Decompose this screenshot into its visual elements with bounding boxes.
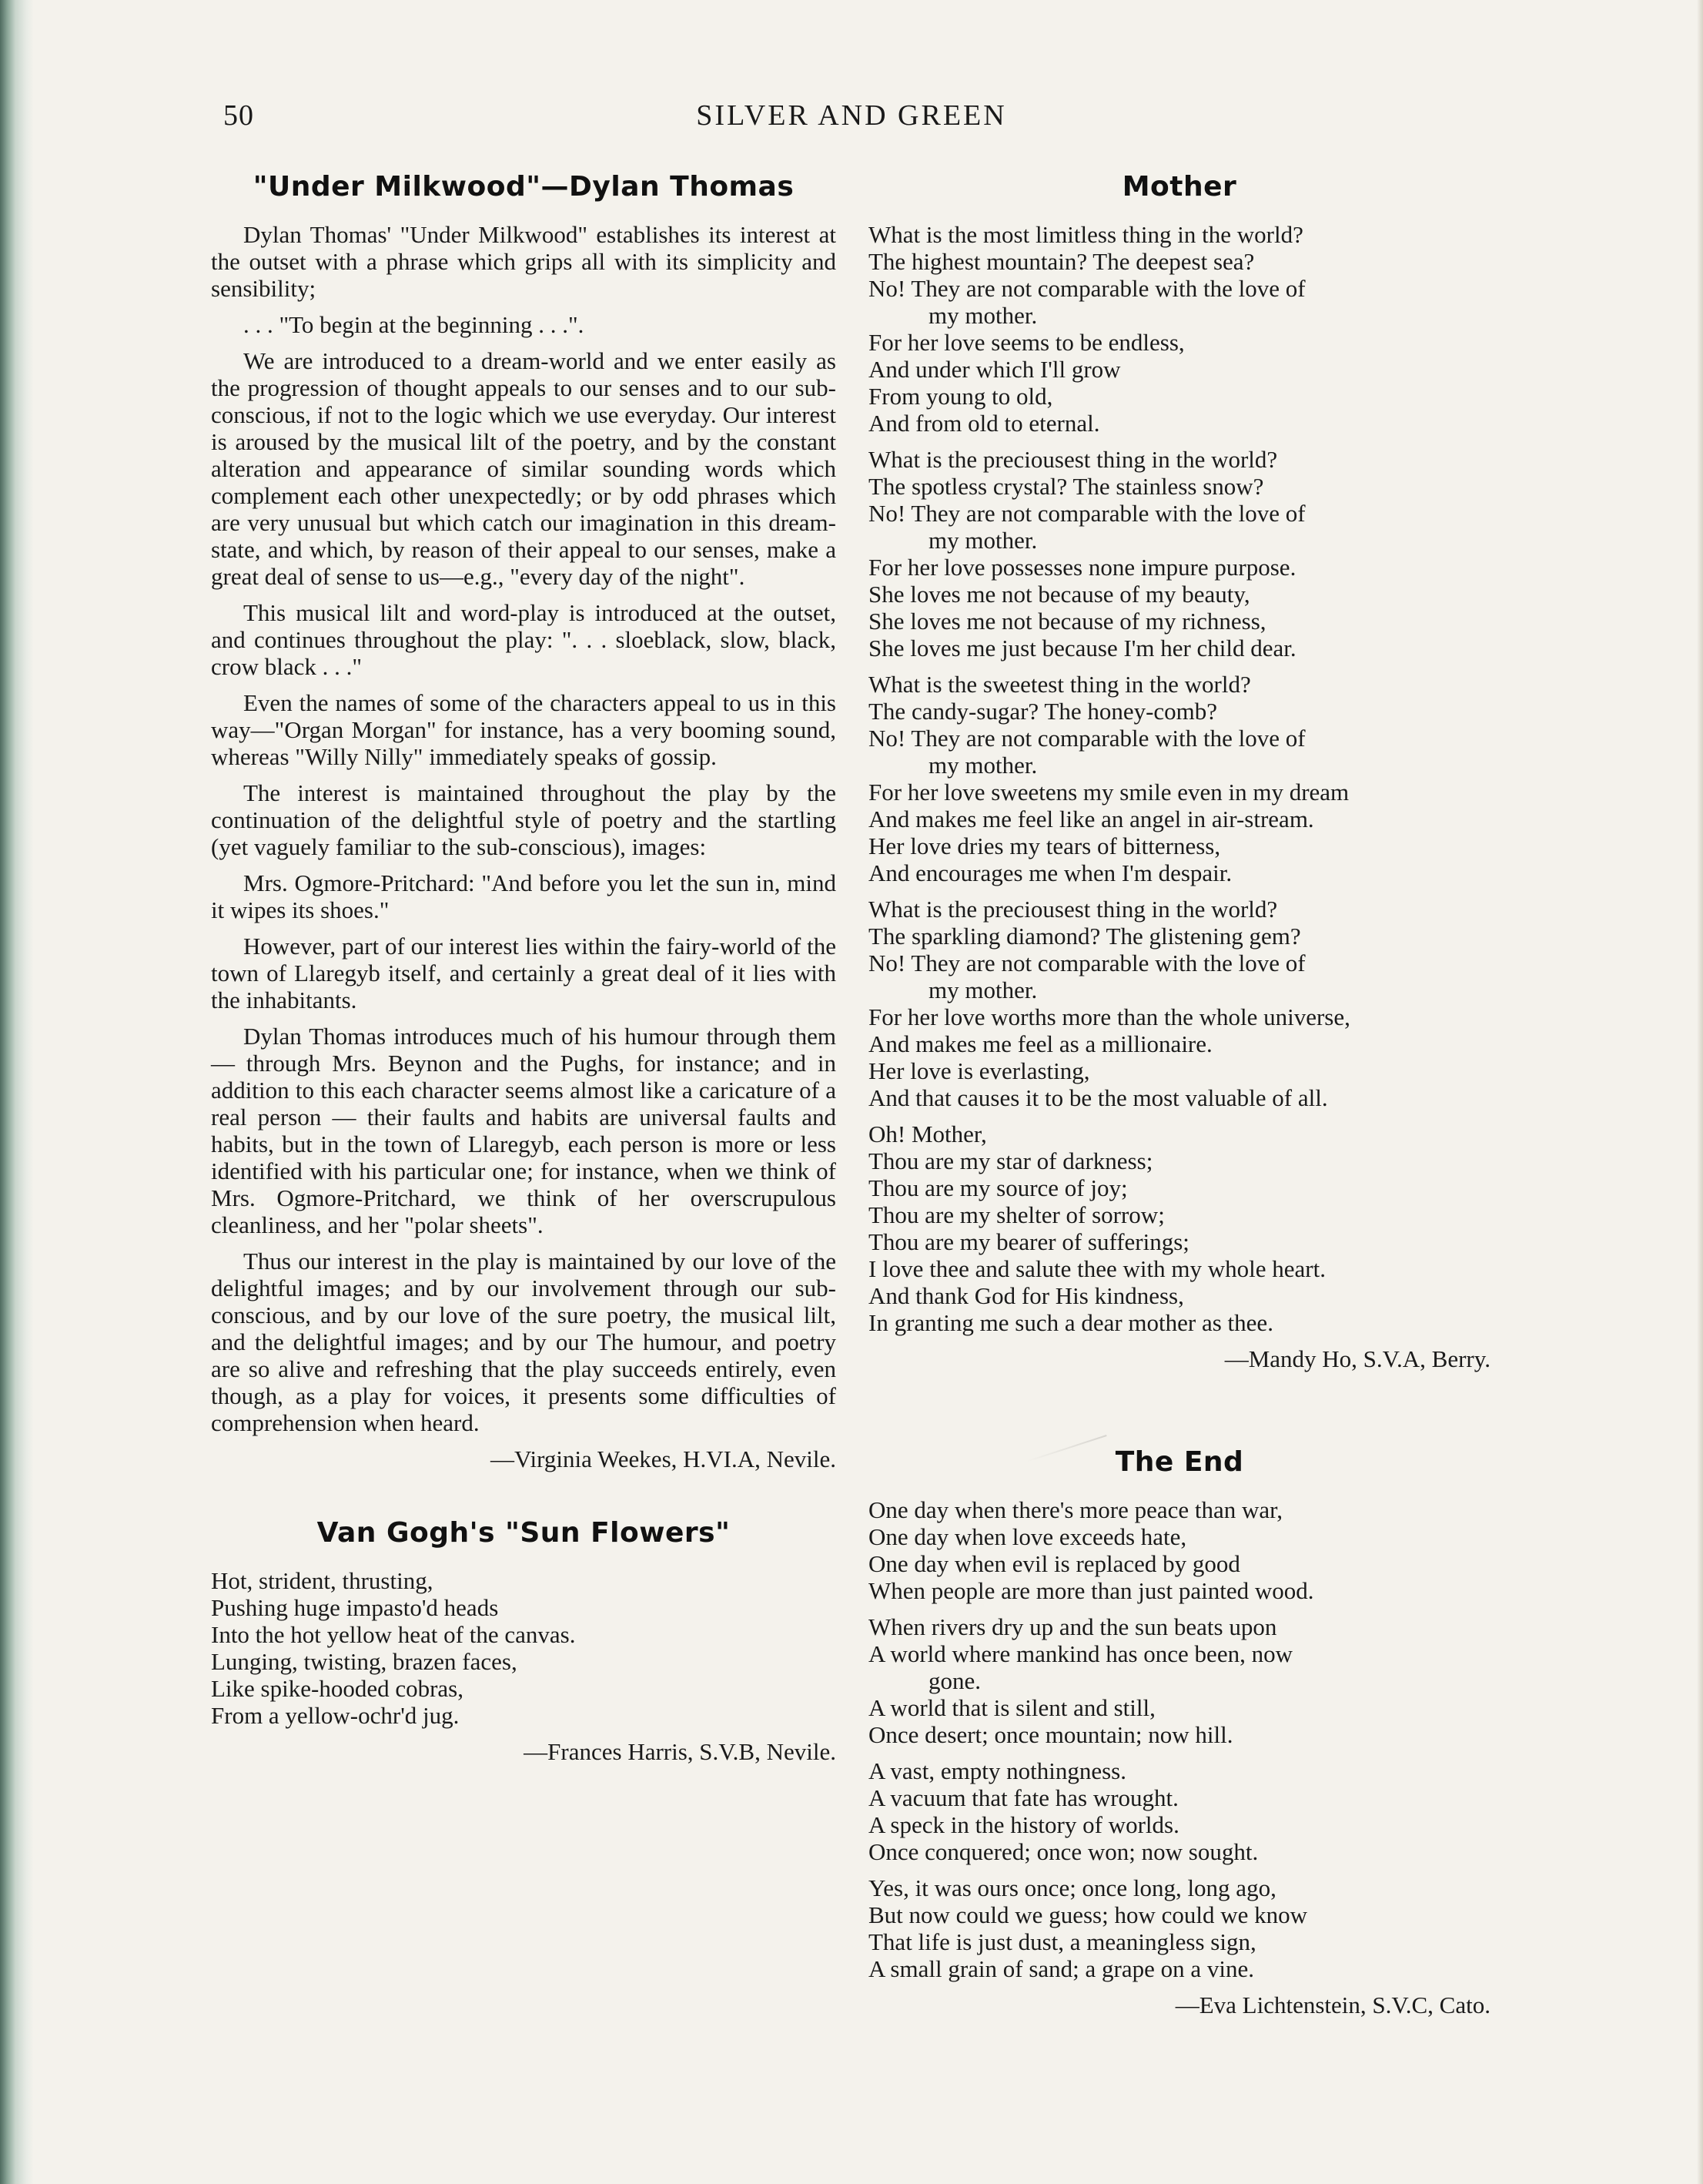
poem-line: And encourages me when I'm despair. bbox=[868, 859, 1233, 886]
poem-byline: —Mandy Ho, S.V.A, Berry. bbox=[1224, 1345, 1491, 1372]
essay-paragraph: The interest is maintained throughout the play by the continuation of the delightful style of poetry and the startling (yet vaguely familiar to the sub-conscious), images: bbox=[211, 779, 836, 860]
poem-line: Thou are my bearer of sufferings; bbox=[868, 1228, 1189, 1255]
poem-stanza bbox=[868, 1757, 1491, 1865]
poem-line: What is the preciousest thing in the world? bbox=[868, 446, 1278, 473]
poem-line: From young to old, bbox=[868, 383, 1053, 410]
poem-line: Once desert; once mountain; now hill. bbox=[868, 1721, 1233, 1748]
poem-line: For her love worths more than the whole universe, bbox=[868, 1003, 1350, 1030]
poem-line: A speck in the history of worlds. bbox=[868, 1811, 1179, 1838]
poem-line: Into the hot yellow heat of the canvas. bbox=[211, 1621, 576, 1648]
poem-line: Her love dries my tears of bitterness, bbox=[868, 832, 1221, 859]
poem-stanza bbox=[868, 671, 1491, 886]
poem-line: What is the sweetest thing in the world? bbox=[868, 671, 1251, 698]
poem-line: And under which I'll grow bbox=[868, 356, 1121, 383]
essay-title: "Under Milkwood"—Dylan Thomas bbox=[253, 171, 795, 203]
poem-line: And makes me feel like an angel in air-stream. bbox=[868, 806, 1314, 832]
poem-mother bbox=[868, 171, 1491, 1372]
poem-line: No! They are not comparable with the love of bbox=[868, 725, 1306, 752]
poem-line: But now could we guess; how could we know bbox=[868, 1901, 1307, 1928]
poem-stanza bbox=[868, 1613, 1491, 1748]
poem-line: A small grain of sand; a grape on a vine. bbox=[868, 1955, 1255, 1982]
page-number: 50 bbox=[223, 99, 254, 132]
essay-paragraph: . . . "To begin at the beginning . . .". bbox=[243, 311, 584, 338]
essay-paragraph: Dylan Thomas' "Under Milkwood" establishes its interest at the outset with a phrase which grips all with its simplicity and sensibility; bbox=[211, 221, 836, 302]
poem-stanza bbox=[211, 1567, 836, 1729]
poem-line: For her love sweetens my smile even in my dream bbox=[868, 779, 1350, 806]
poem-sun-flowers bbox=[211, 1517, 836, 1765]
poem-line: Lunging, twisting, brazen faces, bbox=[211, 1648, 517, 1675]
section-spacer bbox=[868, 1372, 1491, 1446]
poem-line: One day when love exceeds hate, bbox=[868, 1523, 1187, 1550]
essay-paragraph: Even the names of some of the characters appeal to us in this way—"Organ Morgan" for instance, has a very booming sound, whereas "Willy Nilly" immediately speaks of gossip. bbox=[211, 689, 836, 770]
poem-line: No! They are not comparable with the love of bbox=[868, 500, 1306, 527]
section-spacer bbox=[211, 1472, 836, 1517]
essay-under-milkwood bbox=[211, 171, 836, 1472]
poem-line: And that causes it to be the most valuable of all. bbox=[868, 1084, 1328, 1111]
poem-line: She loves me not because of my richness, bbox=[868, 608, 1266, 635]
left-column bbox=[211, 171, 836, 1765]
poem-line: And from old to eternal. bbox=[868, 410, 1100, 437]
poem-line: The sparkling diamond? The glistening gem? bbox=[868, 923, 1301, 950]
poem-line: my mother. bbox=[928, 527, 1038, 554]
poem-line: The candy-sugar? The honey-comb? bbox=[868, 698, 1218, 725]
poem-line: my mother. bbox=[928, 976, 1038, 1003]
poem-line: When people are more than just painted wood. bbox=[868, 1577, 1314, 1604]
poem-line: The spotless crystal? The stainless snow? bbox=[868, 473, 1264, 500]
book-spine-edge bbox=[0, 0, 34, 2184]
poem-line: And makes me feel as a millionaire. bbox=[868, 1030, 1213, 1057]
poem-line: She loves me just because I'm her child dear. bbox=[868, 635, 1296, 662]
poem-line: One day when there's more peace than war, bbox=[868, 1496, 1283, 1523]
essay-paragraph: Mrs. Ogmore-Pritchard: "And before you let the sun in, mind it wipes its shoes." bbox=[211, 869, 836, 923]
poem-line: my mother. bbox=[928, 752, 1038, 779]
essay-byline: —Virginia Weekes, H.VI.A, Nevile. bbox=[490, 1445, 836, 1472]
running-head: SILVER AND GREEN bbox=[696, 99, 1007, 132]
poem-line: For her love seems to be endless, bbox=[868, 329, 1185, 356]
essay-paragraph: We are introduced to a dream-world and we enter easily as the progression of thought appeals to our senses and to our sub-conscious, if not to the logic which we use everyday. Our interest is aroused by the musical lilt of the poetry, and by the constant alteration and appearance of similar sounding words which complement each other unexpectedly; or by odd phrases which are very unusual but which catch our imagination in this dream-state, and which, by reason of their appeal to our senses, make a great deal of sense to us—e.g., "every day of the night". bbox=[211, 347, 836, 590]
poem-line: Thou are my source of joy; bbox=[868, 1174, 1128, 1201]
poem-line: She loves me not because of my beauty, bbox=[868, 581, 1250, 608]
poem-stanza bbox=[868, 1120, 1491, 1336]
poem-line: Yes, it was ours once; once long, long ago, bbox=[868, 1874, 1276, 1901]
poem-line: A world where mankind has once been, now bbox=[868, 1640, 1293, 1667]
poem-line: And thank God for His kindness, bbox=[868, 1282, 1184, 1309]
poem-line: Thou are my shelter of sorrow; bbox=[868, 1201, 1165, 1228]
page-right-edge bbox=[1697, 0, 1703, 2184]
poem-line: I love thee and salute thee with my whole heart. bbox=[868, 1255, 1326, 1282]
poem-line: What is the most limitless thing in the world? bbox=[868, 221, 1303, 248]
poem-line: No! They are not comparable with the love of bbox=[868, 275, 1306, 302]
poem-line: Pushing huge impasto'd heads bbox=[211, 1594, 499, 1621]
essay-body bbox=[211, 221, 836, 1436]
poem-line: From a yellow-ochr'd jug. bbox=[211, 1702, 460, 1729]
poem-line: A world that is silent and still, bbox=[868, 1694, 1156, 1721]
poem-line: Her love is everlasting, bbox=[868, 1057, 1090, 1084]
poem-byline: —Frances Harris, S.V.B, Nevile. bbox=[524, 1738, 836, 1765]
poem-line: One day when evil is replaced by good bbox=[868, 1550, 1240, 1577]
poem-title: Mother bbox=[1122, 171, 1237, 203]
poem-stanza bbox=[868, 896, 1491, 1111]
poem-line: Hot, strident, thrusting, bbox=[211, 1567, 433, 1594]
poem-stanza bbox=[868, 1874, 1491, 1982]
poem-line: A vacuum that fate has wrought. bbox=[868, 1784, 1179, 1811]
poem-stanza bbox=[868, 446, 1491, 662]
essay-paragraph: However, part of our interest lies within the fairy-world of the town of Llaregyb itself, and certainly a great deal of it lies with the inhabitants. bbox=[211, 933, 836, 1013]
poem-line: Like spike-hooded cobras, bbox=[211, 1675, 463, 1702]
poem-byline: —Eva Lichtenstein, S.V.C, Cato. bbox=[1175, 1991, 1491, 2018]
poem-line: That life is just dust, a meaningless sign, bbox=[868, 1928, 1256, 1955]
poem-line: When rivers dry up and the sun beats upon bbox=[868, 1613, 1277, 1640]
essay-paragraph: Thus our interest in the play is maintained by our love of the delightful images; and by our involvement through our sub-conscious, and by our love of the sure poetry, the musical lilt, and the delightful images; and by our The humour, and poetry are so alive and refreshing that the play succeeds entirely, even though, as a play for voices, it presents some difficulties of comprehension when heard. bbox=[211, 1248, 836, 1436]
poem-line: No! They are not comparable with the love of bbox=[868, 950, 1306, 976]
poem-line: my mother. bbox=[928, 302, 1038, 329]
poem-line: gone. bbox=[928, 1667, 982, 1694]
poem-stanza bbox=[868, 221, 1491, 437]
page-header bbox=[0, 99, 1703, 145]
right-column bbox=[868, 171, 1491, 2018]
poem-stanzas bbox=[868, 221, 1491, 1336]
poem-title: The End bbox=[1115, 1446, 1244, 1478]
essay-paragraph: This musical lilt and word-play is introduced at the outset, and continues throughout the play: ". . . sloeblack, slow, black, crow black . . ." bbox=[211, 599, 836, 680]
poem-line: A vast, empty nothingness. bbox=[868, 1757, 1126, 1784]
poem-line: What is the preciousest thing in the world? bbox=[868, 896, 1278, 923]
poem-line: Oh! Mother, bbox=[868, 1120, 987, 1147]
poem-title: Van Gogh's "Sun Flowers" bbox=[316, 1517, 731, 1549]
poem-line: The highest mountain? The deepest sea? bbox=[868, 248, 1255, 275]
essay-paragraph: Dylan Thomas introduces much of his humour through them — through Mrs. Beynon and the Pughs, for instance; and in addition to this each character seems almost like a caricature of a real person — their faults and habits are universal faults and habits, but in the town of Llaregyb, each person is more or less identified with his particular one; for instance, when we think of Mrs. Ogmore-Pritchard, we think of her overscrupulous cleanliness, and her "polar sheets". bbox=[211, 1023, 836, 1238]
poem-stanza bbox=[868, 1496, 1491, 1604]
poem-line: Once conquered; once won; now sought. bbox=[868, 1838, 1259, 1865]
poem-the-end bbox=[868, 1446, 1491, 2018]
poem-line: Thou are my star of darkness; bbox=[868, 1147, 1153, 1174]
poem-line: For her love possesses none impure purpose. bbox=[868, 554, 1296, 581]
poem-line: In granting me such a dear mother as thee. bbox=[868, 1309, 1273, 1336]
poem-stanzas bbox=[868, 1496, 1491, 1982]
